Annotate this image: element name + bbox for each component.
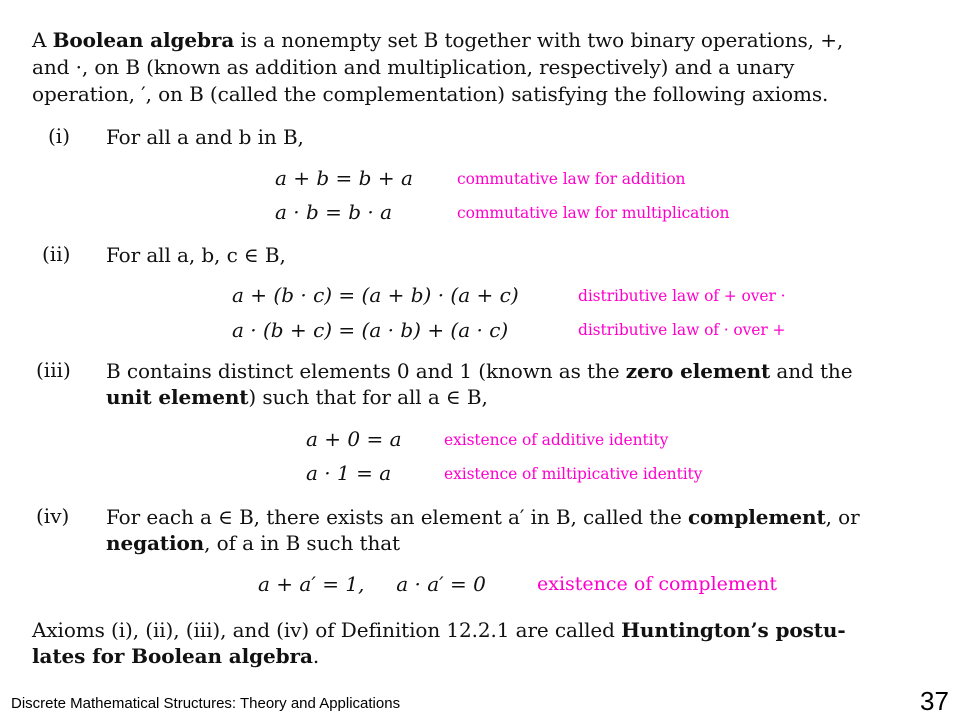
axiom-iii-line-1	[106, 358, 852, 384]
axiom-i-eq-2: a · b = b · a	[275, 200, 393, 224]
axiom-iii-label: (iii)	[36, 358, 71, 382]
boolean-algebra-term: Boolean algebra	[52, 28, 235, 52]
conclusion-text-a: Axioms (i), (ii), (iii), and (iv) of Definition 12.2.1 are called	[32, 618, 622, 642]
axiom-i-eq-1: a + b = b + a	[275, 166, 413, 190]
unit-element-term: unit element	[106, 385, 249, 409]
conclusion-line-1	[32, 617, 846, 643]
axiom-iv-label: (iv)	[36, 504, 70, 528]
axiom-ii-text: For all a, b, c ∈ B,	[106, 243, 286, 267]
axiom-iii-line-2	[106, 384, 488, 410]
axiom-iv-text-c: , or	[825, 505, 860, 529]
axiom-iv-note-1: existence of complement	[537, 573, 778, 595]
axiom-iv-eq-1: a + a′ = 1, a · a′ = 0	[258, 572, 486, 596]
axiom-iv-line-2	[106, 530, 400, 556]
axiom-ii-label: (ii)	[42, 242, 71, 266]
intro-line-2: and ·, on B (known as addition and multiplication, respectively) and a unary	[32, 55, 795, 79]
axiom-ii-eq-2: a · (b + c) = (a · b) + (a · c)	[232, 318, 509, 342]
axiom-iii-text-e: ) such that for all a ∈ B,	[248, 385, 488, 409]
axiom-ii-note-2: distributive law of · over +	[578, 321, 786, 339]
axiom-iii-text-c: and the	[770, 359, 853, 383]
axiom-iii-eq-1: a + 0 = a	[306, 427, 402, 451]
intro-lead: A	[32, 28, 53, 52]
axiom-i-note-1: commutative law for addition	[457, 170, 686, 188]
axiom-iii-text-a: B contains distinct elements 0 and 1 (known as the	[106, 359, 626, 383]
axiom-i-note-2: commutative law for multiplication	[457, 204, 730, 222]
conclusion-text-d: .	[312, 644, 320, 668]
negation-term: negation	[106, 531, 205, 555]
huntington-term-1: Huntington’s postu-	[621, 618, 846, 642]
axiom-iii-note-2: existence of miltipicative identity	[444, 465, 703, 483]
intro-line-3: operation, ′, on B (called the complementation) satisfying the following axioms.	[32, 82, 829, 106]
axiom-ii-eq-1: a + (b · c) = (a + b) · (a + c)	[232, 283, 519, 307]
axiom-iv-text-a: For each a ∈ B, there exists an element a′ in B, called the	[106, 505, 688, 529]
axiom-iii-note-1: existence of additive identity	[444, 431, 669, 449]
conclusion-line-2	[32, 643, 319, 669]
intro-line-1-rest: is a nonempty set B together with two binary operations, +,	[234, 28, 844, 52]
axiom-iii-eq-2: a · 1 = a	[306, 461, 392, 485]
zero-element-term: zero element	[625, 359, 771, 383]
axiom-iv-text-e: , of a in B such that	[204, 531, 400, 555]
axiom-i-label: (i)	[48, 124, 71, 148]
complement-term: complement	[687, 505, 826, 529]
huntington-term-2: lates for Boolean algebra	[32, 644, 313, 668]
axiom-i-text: For all a and b in B,	[106, 125, 304, 149]
page-number: 37	[920, 686, 949, 716]
intro-line-1	[32, 27, 843, 53]
axiom-iv-line-1	[106, 504, 860, 530]
footer-book-title: Discrete Mathematical Structures: Theory and Applications	[11, 695, 401, 712]
axiom-ii-note-1: distributive law of + over ·	[578, 287, 786, 305]
